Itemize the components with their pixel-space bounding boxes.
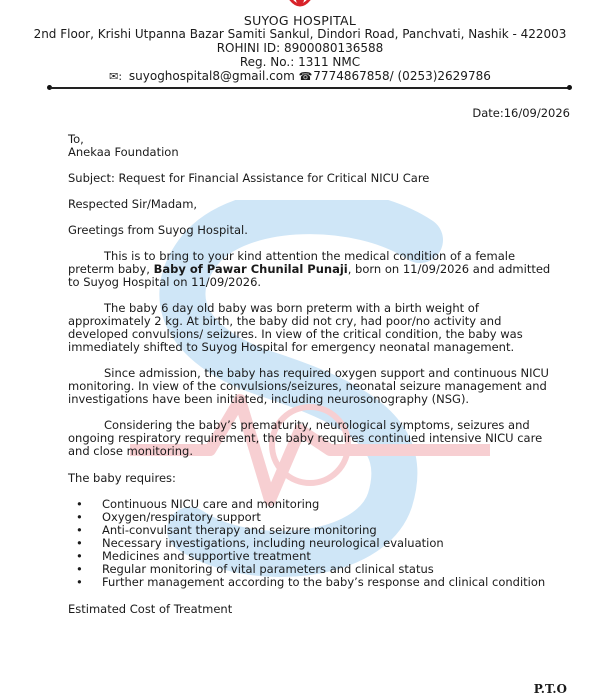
hospital-phones: 7774867858/ (0253)2629786 xyxy=(313,69,491,83)
recipient: Anekaa Foundation xyxy=(68,145,179,159)
phone-icon: ☎ xyxy=(298,70,313,83)
hospital-name: SUYOG HOSPITAL xyxy=(243,13,357,28)
divider-dot-right xyxy=(567,85,572,90)
hospital-logo-icon xyxy=(283,0,317,12)
paragraph-admission: Since admission, the baby has required oxygen support and continuous NICU monitoring. In view of the convulsions/seizures, neonatal seizure management and investigations have been initiated, including neurosonography (NSG). xyxy=(68,366,549,406)
salutation: Respected Sir/Madam, xyxy=(68,197,198,211)
page-turn-over: P.T.O xyxy=(533,682,567,696)
requirements-heading: The baby requires: xyxy=(68,471,176,485)
greeting: Greetings from Suyog Hospital. xyxy=(68,223,248,237)
para1-text-start: This is to bring to your kind attention the medical condition of a female preterm baby, xyxy=(68,249,516,276)
mail-icon: ✉: xyxy=(109,70,123,83)
paragraph-patient-intro xyxy=(68,250,558,289)
rohini-id: ROHINI ID: 8900080136588 xyxy=(216,41,384,55)
contact-line xyxy=(0,69,600,84)
to-label: To, xyxy=(68,132,84,146)
registration-number: Reg. No.: 1311 NMC xyxy=(239,55,361,69)
patient-name: Baby of Pawar Chunilal Punaji xyxy=(153,262,348,276)
header-divider xyxy=(50,87,570,89)
list-item: • Oxygen/respiratory support xyxy=(102,511,572,524)
list-item: • Medicines and supportive treatment xyxy=(102,550,572,563)
para1-text-end: , born on 11/09/2026 and admitted to Suyog Hospital on 11/09/2026. xyxy=(68,262,551,289)
hospital-address: 2nd Floor, Krishi Utpanna Bazar Samiti Sankul, Dindori Road, Panchvati, Nashik - 422003 xyxy=(33,27,567,41)
requirements-list xyxy=(68,498,572,589)
letter-date: Date:16/09/2026 xyxy=(472,106,570,120)
list-item: • Regular monitoring of vital parameters and clinical status xyxy=(102,563,572,576)
subject-line: Subject: Request for Financial Assistance for Critical NICU Care xyxy=(68,171,430,185)
estimated-cost-heading: Estimated Cost of Treatment xyxy=(68,602,233,616)
list-item: • Anti-convulsant therapy and seizure monitoring xyxy=(102,524,572,537)
paragraph-birth-condition: The baby 6 day old baby was born preterm with a birth weight of approximately 2 kg. At birth, the baby did not cry, had poor/no activity and developed convulsions/ seizures. In view of the critical condition, the baby was immediately shifted to Suyog Hospital for emergency neonatal management. xyxy=(68,301,523,354)
list-item: • Further management according to the baby’s response and clinical condition xyxy=(102,576,572,589)
list-item: • Necessary investigations, including neurological evaluation xyxy=(102,537,572,550)
paragraph-considerations: Considering the baby’s prematurity, neurological symptoms, seizures and ongoing respiratory requirement, the baby requires continued intensive NICU care and close monitoring. xyxy=(68,418,543,458)
list-item: • Continuous NICU care and monitoring xyxy=(102,498,572,511)
hospital-email: suyoghospital8@gmail.com xyxy=(128,69,295,83)
